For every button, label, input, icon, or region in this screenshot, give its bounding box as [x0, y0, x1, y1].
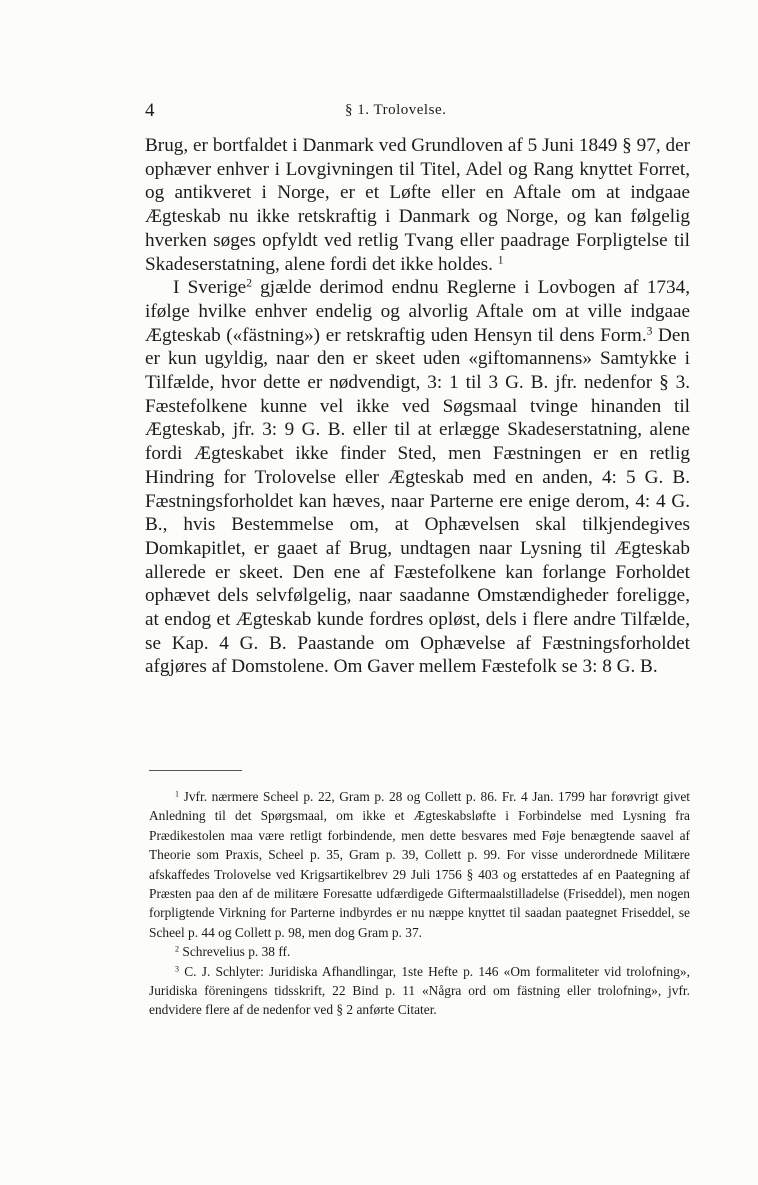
footnote-text: C. J. Schlyter: Juridiska Afhandlingar, 1ste Hefte p. 146 «Om formaliteter vid trolofning», Juridiska föreningens tidsskrift, 22 Bind p. 11 «Några ord om fästning eller trolofning», jvfr. endvidere flere af de nedenfor ved § 2 anførte Citater.: [149, 963, 690, 1018]
footnote-marker: 2: [175, 944, 180, 954]
paragraph-text: Brug, er bortfaldet i Danmark ved Grundloven af 5 Juni 1849 § 97, der ophæver enhver i Lovgivningen til Titel, Adel og Rang knyttet Forret, og antikveret i Norge, er et Løfte eller en Aftale om at indgaae Ægteskab nu ikke retskraftig i Danmark og Norge, og kan følgelig hverken søges opfyldt ved retlig Tvang eller paadrage Forpligtelse til Skadeserstatning, alene fordi det ikke holdes.: [145, 135, 690, 275]
footnote-2: [149, 942, 690, 961]
footnote-1: [149, 787, 690, 942]
paragraph-text: Den er kun ugyldig, naar den er skeet uden «giftomannens» Samtykke i Tilfælde, hvor dette er nødvendigt, 3: 1 til 3 G. B. jfr. nedenfor § 3. Fæstefolkene kunne vel ikke ved Søgsmaal tvinge hinanden til Ægteskab, jfr. 3: 9 G. B. eller til at erlægge Skadeserstatning, alene fordi Ægteskabet ikke finder Sted, men Fæstningen er en retlig Hindring for Trolovelse eller Ægteskab med en anden, 4: 5 G. B. Fæstningsforholdet kan hæves, naar Parterne ere enige derom, 4: 4 G. B., hvis Bestemmelse om, at Ophævelsen skal tilkjendegives Domkapitlet, er gaaet af Brug, undtagen naar Lysning til Ægteskab allerede er skeet. Den ene af Fæstefolkene kan forlange Forholdet ophævet dels selvfølgelig, naar saadanne Omstændigheder foreligge, at endog et Ægteskab kunde fordres opløst, dels i flere andre Tilfælde, se Kap. 4 G. B. Paastande om Ophævelse af Fæstningsforholdet afgjøres af Domstolene. Om Gaver mellem Fæstefolk se 3: 8 G. B.: [145, 324, 690, 678]
footnote-3: [149, 962, 690, 1020]
footnotes: [149, 787, 690, 1020]
paragraph-text: gjælde derimod endnu Reglerne i Lovbogen af 1734, ifølge hvilke enhver endelig og alvorlig Aftale om at ville indgaae Ægteskab («fästning») er retskraftig uden Hensyn til dens Form.: [145, 277, 690, 346]
paragraph-sweden: [145, 276, 690, 679]
running-head: § 1. Trolovelse.: [345, 102, 447, 118]
footnote-divider: [149, 770, 242, 771]
page-header: [145, 100, 690, 124]
footnote-ref: 2: [246, 277, 252, 290]
footnote-marker: 1: [175, 789, 180, 799]
body-text: [145, 134, 690, 679]
footnote-marker: 3: [175, 964, 180, 974]
page-number: 4: [145, 100, 155, 121]
paragraph-continued: [145, 134, 690, 276]
footnote-ref: 1: [497, 254, 504, 267]
footnote-ref: 3: [646, 325, 653, 338]
footnote-text: Jvfr. nærmere Scheel p. 22, Gram p. 28 og Collett p. 86. Fr. 4 Jan. 1799 har forøvrigt givet Anledning til det Spørgsmaal, om ikke et Ægteskabsløfte i Forbindelse med Lysning fra Prædikestolen maa være retligt forbindende, men dette besvares med Føje benægtende saavel af Theorie som Praxis, Scheel p. 35, Gram p. 39, Collett p. 99. For visse underordnede Militære afskaffedes Trolovelse ved Krigsartikelbrev 29 Juli 1756 § 403 og erstattedes af en Paategning af Præsten paa den af de militære Foresatte udfærdigede Giftermaalstilladelse (Friseddel), men nogen forpligtende Virkning for Parterne indbyrdes er nu næppe knyttet til saadan paategnet Friseddel, se Scheel p. 44 og Collett p. 98, men dog Gram p. 37.: [149, 789, 690, 940]
footnote-text: Schrevelius p. 38 ff.: [182, 944, 291, 960]
paragraph-text: I Sverige: [173, 277, 247, 299]
